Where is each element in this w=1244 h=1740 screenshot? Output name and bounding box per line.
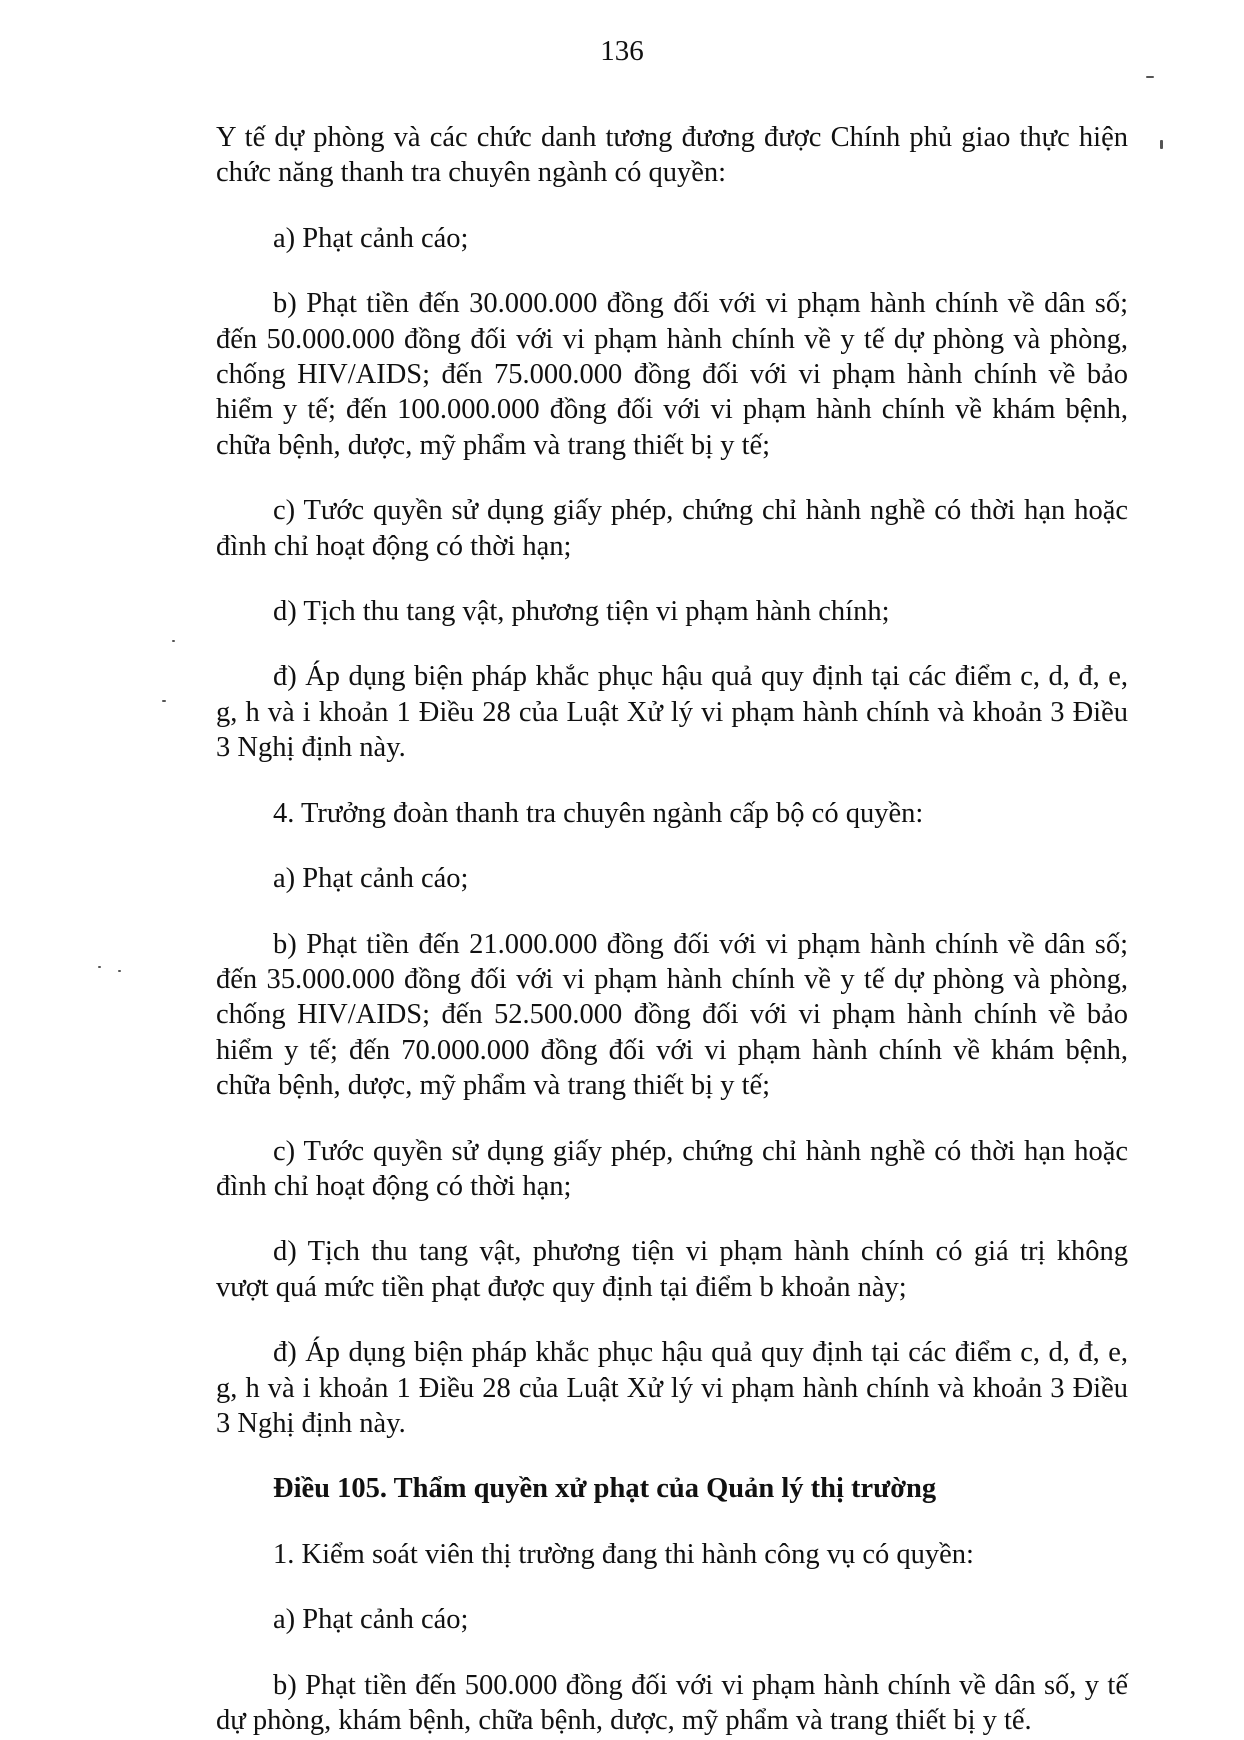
scan-speck (98, 966, 101, 968)
paragraph-3b-fines: b) Phạt tiền đến 30.000.000 đồng đối với vi phạm hành chính về dân số; đến 50.000.000 đồng đối với vi phạm hành chính về y tế dự phòng và phòng, chống HIV/AIDS; đến 75.000.000 đồng đối với vi phạm hành chính về bảo hiểm y tế; đến 100.000.000 đồng đối với vi phạm hành chính về khám bệnh, chữa bệnh, dược, mỹ phẩm và trang thiết bị y tế; (216, 288, 1128, 461)
paragraph-3a-warning: a) Phạt cảnh cáo; (273, 222, 469, 254)
paragraph-4c-revoke: c) Tước quyền sử dụng giấy phép, chứng chỉ hành nghề có thời hạn hoặc đình chỉ hoạt động có thời hạn; (216, 1135, 1128, 1202)
scan-speck (172, 640, 175, 642)
paragraph-4dd-remedial: đ) Áp dụng biện pháp khắc phục hậu quả quy định tại các điểm c, d, đ, e, g, h và i khoản 1 Điều 28 của Luật Xử lý vi phạm hành chính và khoản 3 Điều 3 Nghị định này. (216, 1337, 1128, 1439)
paragraph-3dd-remedial: đ) Áp dụng biện pháp khắc phục hậu quả quy định tại các điểm c, d, đ, e, g, h và i khoản 1 Điều 28 của Luật Xử lý vi phạm hành chính và khoản 3 Điều 3 Nghị định này. (216, 661, 1128, 764)
paragraph-3d-confiscate: d) Tịch thu tang vật, phương tiện vi phạm hành chính; (273, 596, 890, 628)
paragraph-4a-warning: a) Phạt cảnh cáo; (273, 863, 469, 895)
paragraph-4b-fines: b) Phạt tiền đến 21.000.000 đồng đối với vi phạm hành chính về dân số; đến 35.000.000 đồng đối với vi phạm hành chính về y tế dự phòng và phòng, chống HIV/AIDS; đến 52.500.000 đồng đối với vi phạm hành chính về bảo hiểm y tế; đến 70.000.000 đồng đối với vi phạm hành chính về khám bệnh, chữa bệnh, dược, mỹ phẩm và trang thiết bị y tế; (216, 928, 1128, 1102)
article-105-clause-1: 1. Kiểm soát viên thị trường đang thi hành công vụ có quyền: (273, 1538, 974, 1570)
scan-speck (162, 700, 166, 702)
scan-speck (118, 970, 121, 972)
paragraph-4-head: 4. Trưởng đoàn thanh tra chuyên ngành cấp bộ có quyền: (273, 797, 924, 829)
paragraph-continuation: Y tế dự phòng và các chức danh tương đương được Chính phủ giao thực hiện chức năng thanh tra chuyên ngành có quyền: (216, 122, 1128, 189)
scan-speck (1160, 140, 1163, 149)
article-105-1a-warning: a) Phạt cảnh cáo; (273, 1604, 469, 1636)
article-heading: Điều 105. Thẩm quyền xử phạt của Quản lý thị trường (273, 1473, 937, 1505)
document-body (216, 120, 1128, 1738)
paragraph-4d-confiscate: d) Tịch thu tang vật, phương tiện vi phạm hành chính có giá trị không vượt quá mức tiền phạt được quy định tại điểm b khoản này; (216, 1236, 1128, 1303)
page-number: 136 (600, 35, 644, 67)
article-105-1b-fines: b) Phạt tiền đến 500.000 đồng đối với vi phạm hành chính về dân số, y tế dự phòng, khám bệnh, chữa bệnh, dược, mỹ phẩm và trang thiết bị y tế. (216, 1669, 1128, 1736)
scan-speck (1146, 76, 1154, 78)
paragraph-3c-revoke: c) Tước quyền sử dụng giấy phép, chứng chỉ hành nghề có thời hạn hoặc đình chỉ hoạt động có thời hạn; (216, 495, 1128, 562)
